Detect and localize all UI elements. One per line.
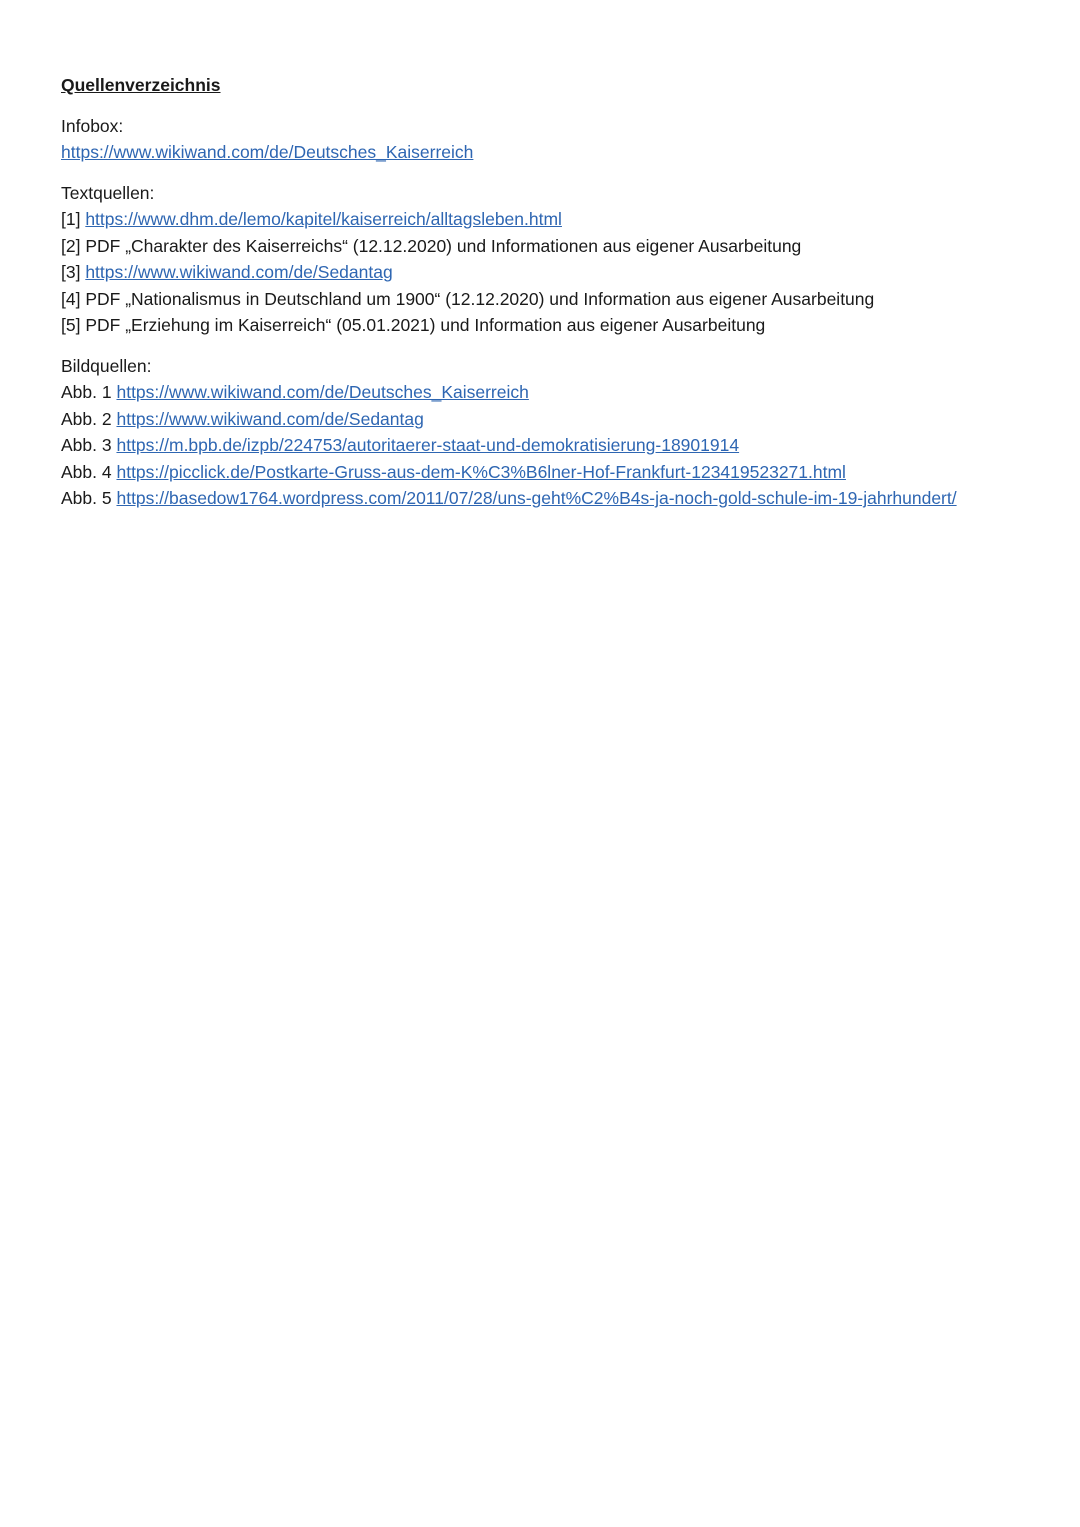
page-title: Quellenverzeichnis bbox=[61, 75, 221, 95]
bildquelle-3-link[interactable]: https://m.bpb.de/izpb/224753/autoritaerer-staat-und-demokratisierung-18901914 bbox=[116, 435, 740, 455]
bildquelle-4 bbox=[61, 459, 1051, 486]
bildquelle-1-label: Abb. 1 bbox=[61, 382, 117, 402]
bildquelle-5-link[interactable]: https://basedow1764.wordpress.com/2011/07/28/uns-geht%C2%B4s-ja-noch-gold-schule-im-19-jahrhundert/ bbox=[116, 488, 957, 508]
bildquellen-heading: Bildquellen: bbox=[61, 355, 152, 376]
infobox-link[interactable]: https://www.wikiwand.com/de/Deutsches_Kaiserreich bbox=[61, 142, 474, 162]
textquelle-1 bbox=[61, 206, 1051, 233]
bildquelle-3 bbox=[61, 432, 1051, 459]
bildquellen-section bbox=[61, 353, 1051, 512]
textquelle-4-text: PDF „Nationalismus in Deutschland um 1900“ (12.12.2020) und Information aus eigener Ausarbeitung bbox=[85, 288, 875, 309]
infobox-section bbox=[61, 113, 1051, 166]
document-page bbox=[61, 72, 1051, 526]
textquelle-1-number: [1] bbox=[61, 209, 86, 229]
bildquelle-5 bbox=[61, 485, 1051, 512]
textquelle-2 bbox=[61, 233, 1051, 260]
textquelle-4 bbox=[61, 286, 1051, 313]
bildquelle-2-link[interactable]: https://www.wikiwand.com/de/Sedantag bbox=[116, 408, 424, 429]
textquelle-3-link[interactable]: https://www.wikiwand.com/de/Sedantag bbox=[85, 262, 393, 282]
bildquelle-4-link[interactable]: https://picclick.de/Postkarte-Gruss-aus-dem-K%C3%B6lner-Hof-Frankfurt-123419523271.html bbox=[116, 461, 846, 482]
textquelle-3 bbox=[61, 259, 1051, 286]
bildquelle-4-label: Abb. 4 bbox=[61, 461, 117, 482]
bildquelle-2 bbox=[61, 406, 1051, 433]
textquelle-5-text: PDF „Erziehung im Kaiserreich“ (05.01.2021) und Information aus eigener Ausarbeitung bbox=[85, 315, 766, 335]
bildquelle-3-label: Abb. 3 bbox=[61, 435, 117, 455]
bildquelle-1-link[interactable]: https://www.wikiwand.com/de/Deutsches_Kaiserreich bbox=[116, 382, 529, 402]
bildquelle-2-label: Abb. 2 bbox=[61, 408, 117, 429]
infobox-source bbox=[61, 139, 1051, 166]
textquelle-4-number: [4] bbox=[61, 288, 86, 309]
textquelle-2-number: [2] bbox=[61, 235, 86, 256]
textquelle-2-text: PDF „Charakter des Kaiserreichs“ (12.12.2020) und Informationen aus eigener Ausarbeitung bbox=[85, 235, 802, 256]
textquellen-heading: Textquellen: bbox=[61, 182, 155, 203]
textquelle-3-number: [3] bbox=[61, 262, 86, 282]
bildquelle-5-label: Abb. 5 bbox=[61, 488, 117, 508]
textquelle-5 bbox=[61, 312, 1051, 339]
textquelle-5-number: [5] bbox=[61, 315, 86, 335]
bildquelle-1 bbox=[61, 379, 1051, 406]
textquellen-section bbox=[61, 180, 1051, 339]
textquelle-1-link[interactable]: https://www.dhm.de/lemo/kapitel/kaiserreich/alltagsleben.html bbox=[85, 209, 562, 229]
infobox-heading: Infobox: bbox=[61, 115, 124, 136]
